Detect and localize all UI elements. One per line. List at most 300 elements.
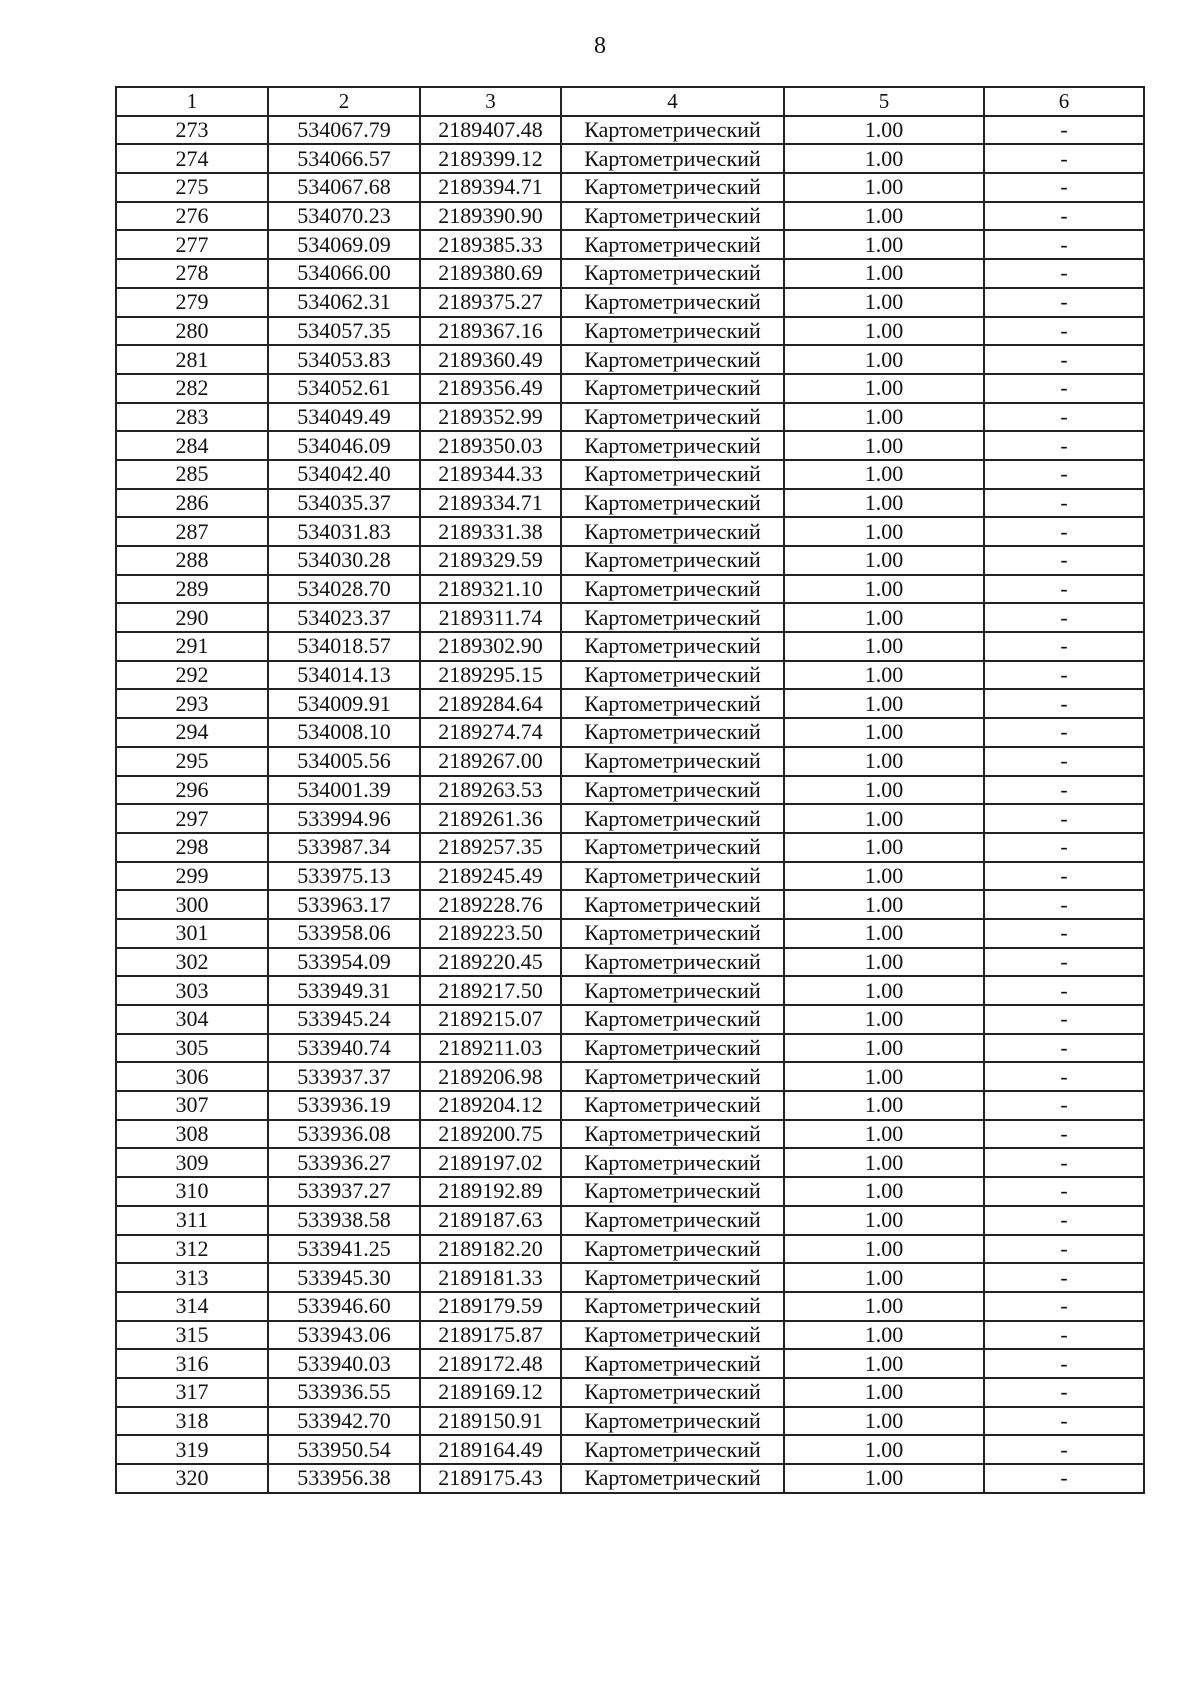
cell-note: -	[984, 1177, 1144, 1206]
cell-y-coordinate: 2189375.27	[420, 288, 561, 317]
table-row	[116, 1005, 1144, 1034]
cell-x-coordinate: 534052.61	[268, 374, 420, 403]
cell-point-number: 285	[116, 460, 268, 489]
cell-x-coordinate: 534008.10	[268, 718, 420, 747]
table-row	[116, 144, 1144, 173]
cell-y-coordinate: 2189334.71	[420, 489, 561, 518]
cell-x-coordinate: 534066.57	[268, 144, 420, 173]
cell-y-coordinate: 2189267.00	[420, 747, 561, 776]
table-row	[116, 747, 1144, 776]
cell-point-number: 295	[116, 747, 268, 776]
cell-point-number: 297	[116, 804, 268, 833]
cell-y-coordinate: 2189352.99	[420, 403, 561, 432]
cell-note: -	[984, 374, 1144, 403]
cell-point-number: 298	[116, 833, 268, 862]
cell-x-coordinate: 534062.31	[268, 288, 420, 317]
cell-method: Картометрический	[561, 1292, 784, 1321]
cell-y-coordinate: 2189367.16	[420, 317, 561, 346]
table-row	[116, 259, 1144, 288]
table-body	[116, 116, 1144, 1493]
cell-method: Картометрический	[561, 1407, 784, 1436]
table-row	[116, 603, 1144, 632]
cell-note: -	[984, 1435, 1144, 1464]
cell-note: -	[984, 1378, 1144, 1407]
cell-note: -	[984, 1005, 1144, 1034]
cell-x-coordinate: 534014.13	[268, 661, 420, 690]
cell-x-coordinate: 534067.79	[268, 116, 420, 145]
cell-method: Картометрический	[561, 1206, 784, 1235]
cell-point-number: 314	[116, 1292, 268, 1321]
cell-point-number: 286	[116, 489, 268, 518]
cell-note: -	[984, 632, 1144, 661]
cell-note: -	[984, 919, 1144, 948]
cell-x-coordinate: 534046.09	[268, 431, 420, 460]
table-row	[116, 1091, 1144, 1120]
cell-note: -	[984, 689, 1144, 718]
cell-note: -	[984, 144, 1144, 173]
cell-x-coordinate: 534018.57	[268, 632, 420, 661]
cell-y-coordinate: 2189217.50	[420, 976, 561, 1005]
cell-method: Картометрический	[561, 575, 784, 604]
table-row	[116, 317, 1144, 346]
cell-y-coordinate: 2189356.49	[420, 374, 561, 403]
table-row	[116, 1263, 1144, 1292]
cell-accuracy: 1.00	[784, 1235, 984, 1264]
cell-note: -	[984, 661, 1144, 690]
cell-method: Картометрический	[561, 603, 784, 632]
cell-note: -	[984, 1120, 1144, 1149]
cell-note: -	[984, 431, 1144, 460]
cell-point-number: 318	[116, 1407, 268, 1436]
cell-method: Картометрический	[561, 1378, 784, 1407]
table-row	[116, 1177, 1144, 1206]
cell-x-coordinate: 533958.06	[268, 919, 420, 948]
table-row	[116, 489, 1144, 518]
cell-point-number: 309	[116, 1148, 268, 1177]
cell-point-number: 312	[116, 1235, 268, 1264]
cell-method: Картометрический	[561, 288, 784, 317]
cell-accuracy: 1.00	[784, 1062, 984, 1091]
cell-x-coordinate: 533937.27	[268, 1177, 420, 1206]
cell-accuracy: 1.00	[784, 517, 984, 546]
table-row	[116, 230, 1144, 259]
cell-method: Картометрический	[561, 317, 784, 346]
cell-point-number: 306	[116, 1062, 268, 1091]
cell-accuracy: 1.00	[784, 345, 984, 374]
cell-x-coordinate: 533936.08	[268, 1120, 420, 1149]
cell-note: -	[984, 603, 1144, 632]
cell-accuracy: 1.00	[784, 230, 984, 259]
cell-point-number: 316	[116, 1349, 268, 1378]
cell-method: Картометрический	[561, 374, 784, 403]
table-row	[116, 345, 1144, 374]
cell-method: Картометрический	[561, 976, 784, 1005]
cell-method: Картометрический	[561, 1464, 784, 1493]
cell-accuracy: 1.00	[784, 1206, 984, 1235]
cell-x-coordinate: 534031.83	[268, 517, 420, 546]
cell-y-coordinate: 2189197.02	[420, 1148, 561, 1177]
cell-method: Картометрический	[561, 1034, 784, 1063]
cell-note: -	[984, 403, 1144, 432]
cell-method: Картометрический	[561, 1120, 784, 1149]
table-row	[116, 948, 1144, 977]
cell-point-number: 274	[116, 144, 268, 173]
cell-x-coordinate: 534001.39	[268, 776, 420, 805]
cell-x-coordinate: 534057.35	[268, 317, 420, 346]
cell-x-coordinate: 533956.38	[268, 1464, 420, 1493]
cell-y-coordinate: 2189192.89	[420, 1177, 561, 1206]
table-row	[116, 833, 1144, 862]
cell-accuracy: 1.00	[784, 403, 984, 432]
cell-x-coordinate: 533936.27	[268, 1148, 420, 1177]
cell-x-coordinate: 534066.00	[268, 259, 420, 288]
cell-y-coordinate: 2189295.15	[420, 661, 561, 690]
table-row	[116, 1062, 1144, 1091]
table-row	[116, 431, 1144, 460]
cell-accuracy: 1.00	[784, 1263, 984, 1292]
cell-method: Картометрический	[561, 116, 784, 145]
cell-accuracy: 1.00	[784, 317, 984, 346]
cell-note: -	[984, 833, 1144, 862]
cell-method: Картометрический	[561, 689, 784, 718]
cell-x-coordinate: 533945.30	[268, 1263, 420, 1292]
cell-y-coordinate: 2189164.49	[420, 1435, 561, 1464]
cell-accuracy: 1.00	[784, 288, 984, 317]
cell-note: -	[984, 575, 1144, 604]
cell-note: -	[984, 288, 1144, 317]
cell-y-coordinate: 2189182.20	[420, 1235, 561, 1264]
cell-accuracy: 1.00	[784, 144, 984, 173]
table-row	[116, 632, 1144, 661]
table-row	[116, 575, 1144, 604]
table-row	[116, 116, 1144, 145]
cell-note: -	[984, 976, 1144, 1005]
cell-point-number: 299	[116, 862, 268, 891]
cell-note: -	[984, 1349, 1144, 1378]
cell-x-coordinate: 534035.37	[268, 489, 420, 518]
cell-point-number: 291	[116, 632, 268, 661]
table-row	[116, 862, 1144, 891]
cell-method: Картометрический	[561, 259, 784, 288]
cell-note: -	[984, 173, 1144, 202]
cell-point-number: 305	[116, 1034, 268, 1063]
cell-method: Картометрический	[561, 804, 784, 833]
cell-accuracy: 1.00	[784, 1034, 984, 1063]
column-header-6: 6	[984, 87, 1144, 116]
cell-x-coordinate: 533975.13	[268, 862, 420, 891]
cell-note: -	[984, 460, 1144, 489]
cell-x-coordinate: 534030.28	[268, 546, 420, 575]
cell-x-coordinate: 534028.70	[268, 575, 420, 604]
cell-note: -	[984, 718, 1144, 747]
cell-y-coordinate: 2189150.91	[420, 1407, 561, 1436]
cell-y-coordinate: 2189211.03	[420, 1034, 561, 1063]
cell-y-coordinate: 2189329.59	[420, 546, 561, 575]
cell-x-coordinate: 534053.83	[268, 345, 420, 374]
cell-x-coordinate: 533936.19	[268, 1091, 420, 1120]
cell-y-coordinate: 2189394.71	[420, 173, 561, 202]
cell-point-number: 273	[116, 116, 268, 145]
cell-method: Картометрический	[561, 948, 784, 977]
cell-method: Картометрический	[561, 489, 784, 518]
cell-x-coordinate: 533994.96	[268, 804, 420, 833]
cell-x-coordinate: 533936.55	[268, 1378, 420, 1407]
cell-method: Картометрический	[561, 546, 784, 575]
cell-method: Картометрический	[561, 1091, 784, 1120]
cell-accuracy: 1.00	[784, 1464, 984, 1493]
cell-point-number: 284	[116, 431, 268, 460]
cell-y-coordinate: 2189257.35	[420, 833, 561, 862]
cell-x-coordinate: 533950.54	[268, 1435, 420, 1464]
table-row	[116, 403, 1144, 432]
cell-note: -	[984, 1062, 1144, 1091]
cell-x-coordinate: 533963.17	[268, 890, 420, 919]
cell-method: Картометрический	[561, 1062, 784, 1091]
cell-note: -	[984, 1407, 1144, 1436]
cell-note: -	[984, 776, 1144, 805]
cell-note: -	[984, 202, 1144, 231]
cell-method: Картометрический	[561, 1005, 784, 1034]
cell-point-number: 283	[116, 403, 268, 432]
cell-accuracy: 1.00	[784, 116, 984, 145]
cell-method: Картометрический	[561, 632, 784, 661]
cell-note: -	[984, 517, 1144, 546]
cell-point-number: 279	[116, 288, 268, 317]
cell-accuracy: 1.00	[784, 976, 984, 1005]
cell-note: -	[984, 345, 1144, 374]
cell-y-coordinate: 2189399.12	[420, 144, 561, 173]
cell-accuracy: 1.00	[784, 546, 984, 575]
cell-accuracy: 1.00	[784, 1435, 984, 1464]
cell-accuracy: 1.00	[784, 575, 984, 604]
cell-accuracy: 1.00	[784, 374, 984, 403]
cell-method: Картометрический	[561, 862, 784, 891]
cell-note: -	[984, 1263, 1144, 1292]
column-header-5: 5	[784, 87, 984, 116]
table-row	[116, 1235, 1144, 1264]
cell-x-coordinate: 534042.40	[268, 460, 420, 489]
cell-point-number: 290	[116, 603, 268, 632]
cell-accuracy: 1.00	[784, 718, 984, 747]
table-row	[116, 718, 1144, 747]
cell-note: -	[984, 1292, 1144, 1321]
table-row	[116, 804, 1144, 833]
cell-y-coordinate: 2189223.50	[420, 919, 561, 948]
cell-point-number: 303	[116, 976, 268, 1005]
cell-point-number: 293	[116, 689, 268, 718]
cell-method: Картометрический	[561, 776, 784, 805]
column-header-1: 1	[116, 87, 268, 116]
cell-accuracy: 1.00	[784, 1349, 984, 1378]
cell-method: Картометрический	[561, 230, 784, 259]
table-row	[116, 1349, 1144, 1378]
cell-note: -	[984, 116, 1144, 145]
cell-note: -	[984, 1148, 1144, 1177]
cell-note: -	[984, 1091, 1144, 1120]
cell-method: Картометрический	[561, 718, 784, 747]
cell-y-coordinate: 2189385.33	[420, 230, 561, 259]
cell-point-number: 287	[116, 517, 268, 546]
cell-point-number: 278	[116, 259, 268, 288]
cell-point-number: 276	[116, 202, 268, 231]
cell-x-coordinate: 533938.58	[268, 1206, 420, 1235]
cell-x-coordinate: 534070.23	[268, 202, 420, 231]
cell-x-coordinate: 533954.09	[268, 948, 420, 977]
table-row	[116, 976, 1144, 1005]
cell-point-number: 304	[116, 1005, 268, 1034]
cell-accuracy: 1.00	[784, 489, 984, 518]
cell-accuracy: 1.00	[784, 202, 984, 231]
cell-y-coordinate: 2189175.43	[420, 1464, 561, 1493]
cell-accuracy: 1.00	[784, 1378, 984, 1407]
cell-y-coordinate: 2189181.33	[420, 1263, 561, 1292]
cell-method: Картометрический	[561, 890, 784, 919]
cell-point-number: 280	[116, 317, 268, 346]
cell-accuracy: 1.00	[784, 1005, 984, 1034]
cell-accuracy: 1.00	[784, 632, 984, 661]
table-row	[116, 1407, 1144, 1436]
cell-y-coordinate: 2189274.74	[420, 718, 561, 747]
cell-y-coordinate: 2189390.90	[420, 202, 561, 231]
table-row	[116, 1292, 1144, 1321]
cell-accuracy: 1.00	[784, 1148, 984, 1177]
table-row	[116, 919, 1144, 948]
cell-y-coordinate: 2189228.76	[420, 890, 561, 919]
cell-y-coordinate: 2189331.38	[420, 517, 561, 546]
table-row	[116, 890, 1144, 919]
cell-method: Картометрический	[561, 202, 784, 231]
cell-x-coordinate: 533945.24	[268, 1005, 420, 1034]
cell-y-coordinate: 2189175.87	[420, 1321, 561, 1350]
cell-y-coordinate: 2189302.90	[420, 632, 561, 661]
cell-accuracy: 1.00	[784, 259, 984, 288]
cell-accuracy: 1.00	[784, 747, 984, 776]
cell-point-number: 302	[116, 948, 268, 977]
cell-point-number: 294	[116, 718, 268, 747]
cell-point-number: 311	[116, 1206, 268, 1235]
header-row	[116, 87, 1144, 116]
cell-note: -	[984, 259, 1144, 288]
cell-point-number: 296	[116, 776, 268, 805]
cell-accuracy: 1.00	[784, 1321, 984, 1350]
cell-accuracy: 1.00	[784, 1120, 984, 1149]
table-row	[116, 1120, 1144, 1149]
cell-method: Картометрический	[561, 345, 784, 374]
cell-accuracy: 1.00	[784, 431, 984, 460]
cell-x-coordinate: 533937.37	[268, 1062, 420, 1091]
cell-note: -	[984, 804, 1144, 833]
cell-accuracy: 1.00	[784, 173, 984, 202]
cell-point-number: 313	[116, 1263, 268, 1292]
cell-point-number: 281	[116, 345, 268, 374]
cell-accuracy: 1.00	[784, 689, 984, 718]
coordinates-table	[115, 86, 1145, 1494]
column-header-4: 4	[561, 87, 784, 116]
column-header-3: 3	[420, 87, 561, 116]
cell-accuracy: 1.00	[784, 776, 984, 805]
cell-y-coordinate: 2189220.45	[420, 948, 561, 977]
cell-accuracy: 1.00	[784, 460, 984, 489]
cell-x-coordinate: 534023.37	[268, 603, 420, 632]
cell-accuracy: 1.00	[784, 1091, 984, 1120]
cell-method: Картометрический	[561, 460, 784, 489]
table-header	[116, 87, 1144, 116]
cell-x-coordinate: 533987.34	[268, 833, 420, 862]
cell-accuracy: 1.00	[784, 1177, 984, 1206]
cell-y-coordinate: 2189187.63	[420, 1206, 561, 1235]
cell-point-number: 275	[116, 173, 268, 202]
cell-accuracy: 1.00	[784, 919, 984, 948]
cell-y-coordinate: 2189245.49	[420, 862, 561, 891]
cell-point-number: 277	[116, 230, 268, 259]
cell-point-number: 289	[116, 575, 268, 604]
cell-accuracy: 1.00	[784, 890, 984, 919]
cell-accuracy: 1.00	[784, 1292, 984, 1321]
cell-point-number: 320	[116, 1464, 268, 1493]
cell-method: Картометрический	[561, 1321, 784, 1350]
cell-y-coordinate: 2189344.33	[420, 460, 561, 489]
cell-note: -	[984, 747, 1144, 776]
table-row	[116, 661, 1144, 690]
cell-point-number: 301	[116, 919, 268, 948]
cell-y-coordinate: 2189263.53	[420, 776, 561, 805]
cell-y-coordinate: 2189380.69	[420, 259, 561, 288]
cell-note: -	[984, 1235, 1144, 1264]
cell-point-number: 310	[116, 1177, 268, 1206]
page-number: 8	[594, 33, 606, 59]
table-row	[116, 1435, 1144, 1464]
cell-y-coordinate: 2189169.12	[420, 1378, 561, 1407]
table-row	[116, 1148, 1144, 1177]
cell-note: -	[984, 862, 1144, 891]
cell-x-coordinate: 534069.09	[268, 230, 420, 259]
table-row	[116, 517, 1144, 546]
cell-y-coordinate: 2189284.64	[420, 689, 561, 718]
table-row	[116, 776, 1144, 805]
cell-y-coordinate: 2189200.75	[420, 1120, 561, 1149]
table-row	[116, 374, 1144, 403]
cell-method: Картометрический	[561, 403, 784, 432]
cell-y-coordinate: 2189321.10	[420, 575, 561, 604]
cell-method: Картометрический	[561, 1235, 784, 1264]
cell-y-coordinate: 2189311.74	[420, 603, 561, 632]
cell-y-coordinate: 2189206.98	[420, 1062, 561, 1091]
column-header-2: 2	[268, 87, 420, 116]
cell-accuracy: 1.00	[784, 1407, 984, 1436]
table-row	[116, 173, 1144, 202]
cell-method: Картометрический	[561, 517, 784, 546]
table-row	[116, 546, 1144, 575]
cell-y-coordinate: 2189360.49	[420, 345, 561, 374]
cell-accuracy: 1.00	[784, 603, 984, 632]
table-row	[116, 288, 1144, 317]
table-row	[116, 460, 1144, 489]
cell-point-number: 319	[116, 1435, 268, 1464]
cell-point-number: 282	[116, 374, 268, 403]
cell-point-number: 317	[116, 1378, 268, 1407]
cell-x-coordinate: 534067.68	[268, 173, 420, 202]
cell-x-coordinate: 533940.74	[268, 1034, 420, 1063]
cell-accuracy: 1.00	[784, 833, 984, 862]
cell-x-coordinate: 534049.49	[268, 403, 420, 432]
cell-method: Картометрический	[561, 431, 784, 460]
cell-x-coordinate: 533949.31	[268, 976, 420, 1005]
cell-x-coordinate: 534005.56	[268, 747, 420, 776]
cell-method: Картометрический	[561, 144, 784, 173]
cell-method: Картометрический	[561, 1349, 784, 1378]
cell-note: -	[984, 1464, 1144, 1493]
cell-y-coordinate: 2189261.36	[420, 804, 561, 833]
